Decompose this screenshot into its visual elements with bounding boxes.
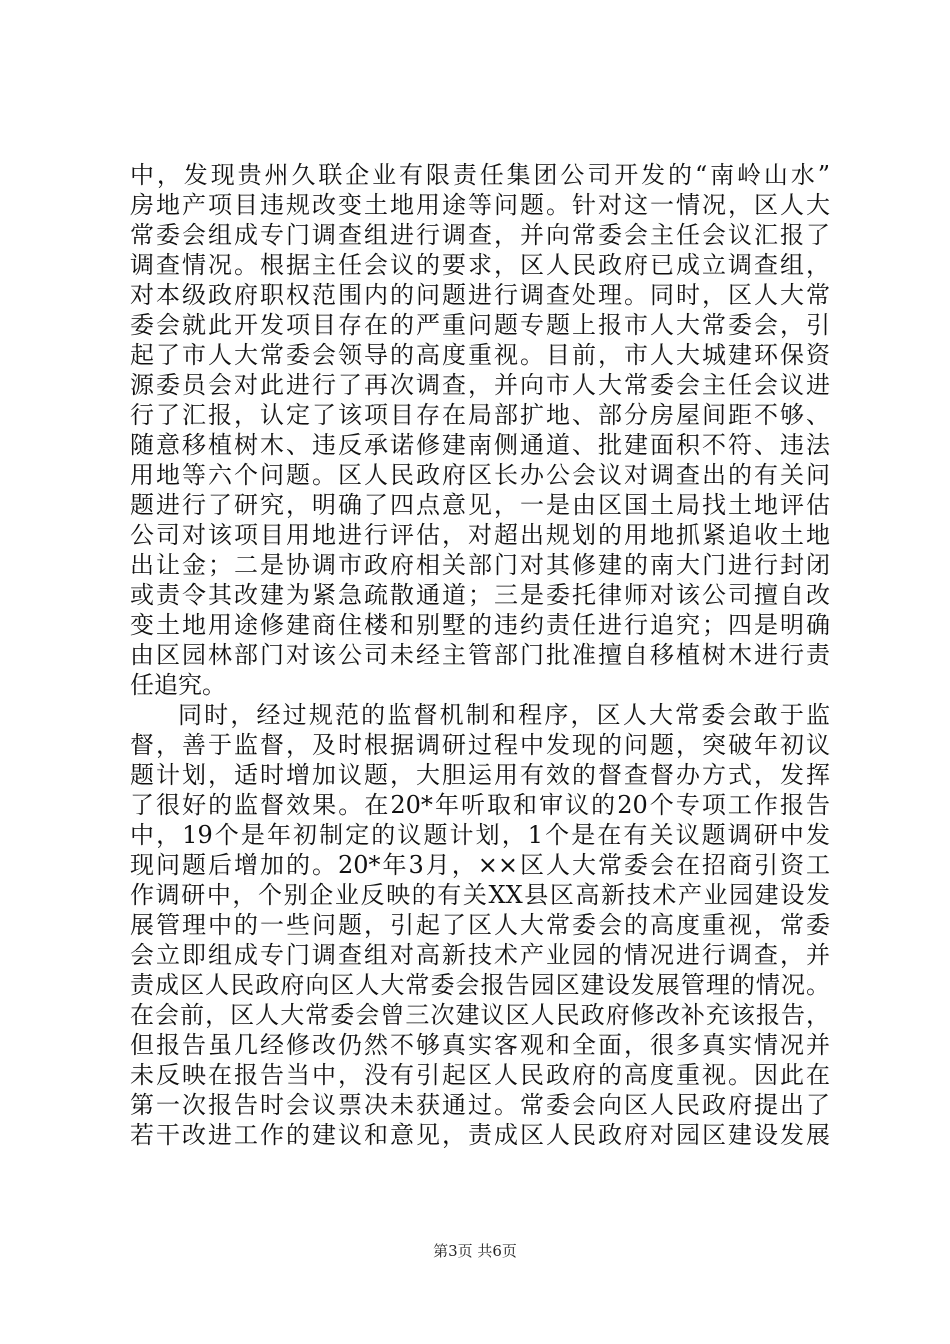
text-line: 若干改进工作的建议和意见，责成区人民政府对园区建设发展 [130,1121,830,1149]
text-line: 任追究。 [130,671,226,699]
text-line: 出让金；二是协调市政府相关部门对其修建的南大门进行封闭 [130,551,830,579]
text-line: 题进行了研究，明确了四点意见，一是由区国土局找土地评估 [130,491,830,519]
text-line: 中，发现贵州久联企业有限责任集团公司开发的“南岭山水” [130,161,830,189]
page-number-footer: 第3页 共6页 [433,1242,517,1260]
text-line: 但报告虽几经修改仍然不够真实客观和全面，很多真实情况并 [130,1031,830,1059]
text-line: 了很好的监督效果。在20*年听取和审议的20个专项工作报告 [130,791,830,819]
text-line: 在会前，区人大常委会曾三次建议区人民政府修改补充该报告， [130,1001,830,1029]
text-line: 变土地用途修建商住楼和别墅的违约责任进行追究；四是明确 [130,611,830,639]
text-line: 由区园林部门对该公司未经主管部门批准擅自移植树木进行责 [130,641,830,669]
text-line: 对本级政府职权范围内的问题进行调查处理。同时，区人大常 [130,281,830,309]
paragraph-1 [130,160,830,700]
text-line: 题计划，适时增加议题，大胆运用有效的督查督办方式，发挥 [130,761,830,789]
text-line: 行了汇报，认定了该项目存在局部扩地、部分房屋间距不够、 [130,401,830,429]
document-body [130,160,830,1150]
text-line: 未反映在报告当中，没有引起区人民政府的高度重视。因此在 [130,1061,830,1089]
text-line: 随意移植树木、违反承诺修建南侧通道、批建面积不符、违法 [130,431,830,459]
text-line: 房地产项目违规改变土地用途等问题。针对这一情况，区人大 [130,191,830,219]
paragraph-2 [130,700,830,1150]
text-line: 责成区人民政府向区人大常委会报告园区建设发展管理的情况。 [130,971,830,999]
text-line: 会立即组成专门调查组对高新技术产业园的情况进行调查，并 [130,941,830,969]
text-line: 作调研中，个别企业反映的有关XX县区高新技术产业园建设发 [130,881,830,909]
text-line: 起了市人大常委会领导的高度重视。目前，市人大城建环保资 [130,341,830,369]
text-line: 常委会组成专门调查组进行调查，并向常委会主任会议汇报了 [130,221,830,249]
text-line: 展管理中的一些问题，引起了区人大常委会的高度重视，常委 [130,911,830,939]
text-line: 或责令其改建为紧急疏散通道；三是委托律师对该公司擅自改 [130,581,830,609]
text-line: 第一次报告时会议票决未获通过。常委会向区人民政府提出了 [130,1091,830,1119]
text-line: 现问题后增加的。20*年3月，××区人大常委会在招商引资工 [130,851,830,879]
text-line: 中，19个是年初制定的议题计划，1个是在有关议题调研中发 [130,821,830,849]
text-line: 源委员会对此进行了再次调查，并向市人大常委会主任会议进 [130,371,830,399]
text-line: 督，善于监督，及时根据调研过程中发现的问题，突破年初议 [130,731,830,759]
text-line: 同时，经过规范的监督机制和程序，区人大常委会敢于监 [178,701,830,729]
text-line: 公司对该项目用地进行评估，对超出规划的用地抓紧追收土地 [130,521,830,549]
text-line: 用地等六个问题。区人民政府区长办公会议对调查出的有关问 [130,461,830,489]
text-line: 委会就此开发项目存在的严重问题专题上报市人大常委会，引 [130,311,830,339]
text-line: 调查情况。根据主任会议的要求，区人民政府已成立调查组， [130,251,830,279]
